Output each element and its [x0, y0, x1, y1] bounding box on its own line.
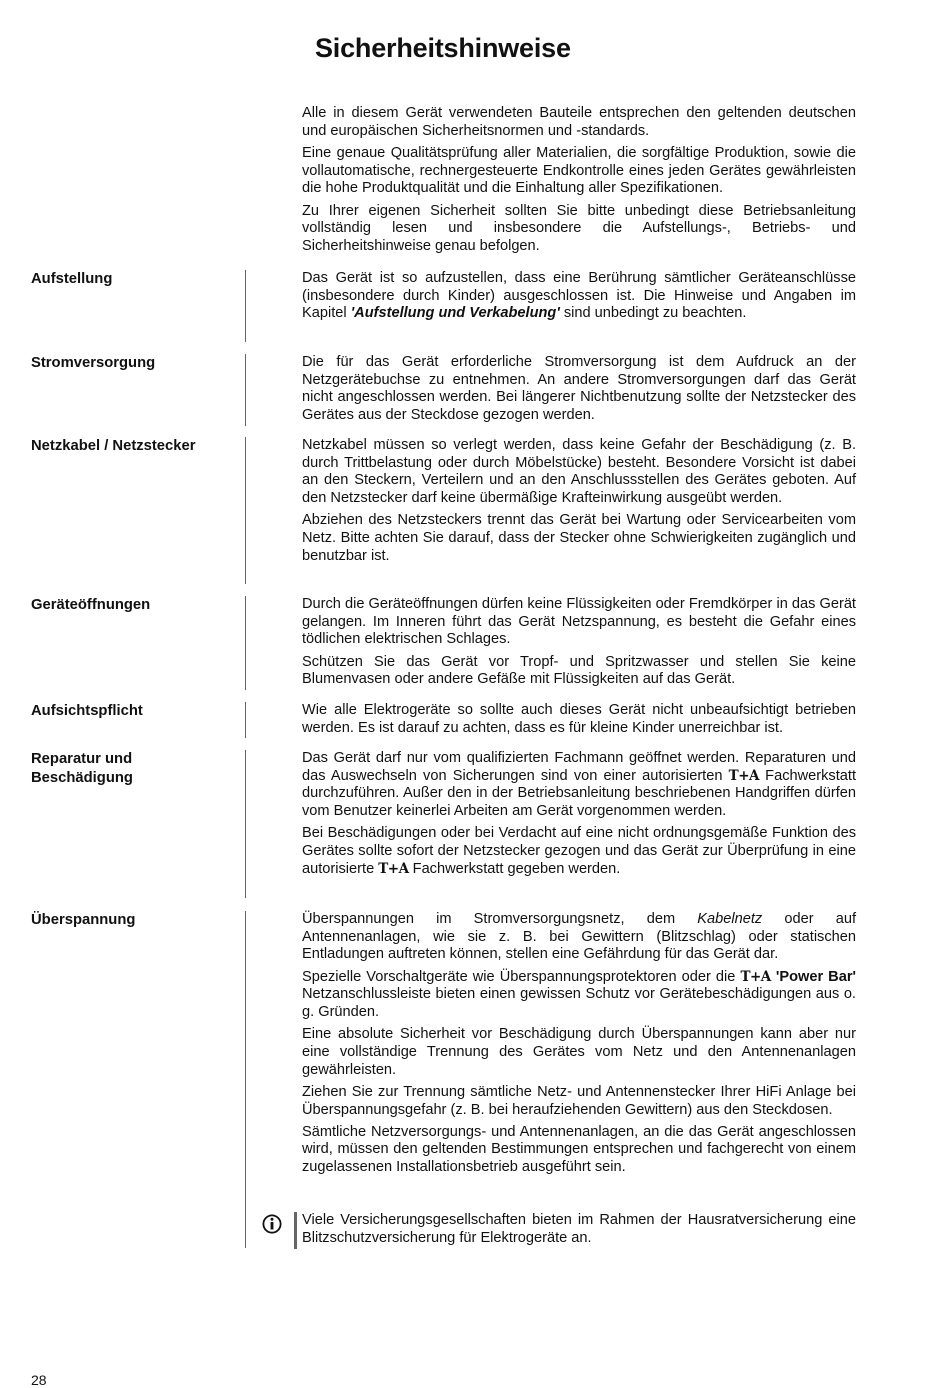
- intro-block: [302, 105, 856, 260]
- product-name: 'Power Bar': [775, 968, 856, 985]
- section-divider: [245, 270, 246, 342]
- paragraph: Viele Versicherungsgesellschaften bieten im Rahmen der Hausratversicherung eine Blitzschutzversicherung für Elektrogeräte an.: [302, 1212, 856, 1246]
- text-run: Netzanschlussleiste bieten einen gewissen Schutz vor Gerätebeschädigungen aus o. g. Gründen.: [302, 986, 856, 1021]
- section-divider: [245, 354, 246, 426]
- brand-logo: T+A: [740, 968, 771, 985]
- section-text-netzkabel: [302, 437, 856, 570]
- text-run: Fachwerkstatt durchzuführen. Außer den in der Betriebsanleitung beschriebenen Handgriffen dürfen vom Benutzer keinerlei Arbeiten am Gerät vorgenommen werden.: [302, 767, 857, 820]
- paragraph: Die für das Gerät erforderliche Stromversorgung ist dem Aufdruck an der Netzgerätebuchse zu entnehmen. An andere Stromversorgungen darf das Gerät nicht angeschlossen werden. Bei längerer Nichtbenutzung sollte der Netzstecker des Gerätes aus der Steckdose gezogen werden.: [302, 354, 856, 424]
- section-text-geraeteoeffnungen: [302, 596, 856, 694]
- text-run: Das Gerät ist so aufzustellen, dass eine Berührung sämtlicher Geräteanschlüsse (insbesondere durch Kinder) ausgeschlossen ist. Die Hinweise und Angaben im Kapitel: [302, 270, 856, 322]
- paragraph: Eine absolute Sicherheit vor Beschädigung durch Überspannungen kann aber nur eine vollständige Trennung des Gerätes vom Netz und den Antennenanlagen gewährleisten.: [302, 1026, 856, 1078]
- section-text-aufsichtspflicht: [302, 702, 856, 742]
- italic-term: Kabelnetz: [697, 911, 763, 927]
- text-run: Das Gerät darf nur vom qualifizierten Fachmann geöffnet werden. Reparaturen und das Auswechseln von Sicherungen sind von einer autorisierten: [302, 750, 856, 784]
- text-run: Überspannungen im Stromversorgungsnetz, dem: [302, 911, 698, 927]
- paragraph: Durch die Geräteöffnungen dürfen keine Flüssigkeiten oder Fremdkörper in das Gerät gelangen. Im Inneren führt das Gerät Netzspannung, es besteht die Gefahr eines tödlichen elektrischen Schlages.: [302, 596, 856, 648]
- section-divider: [245, 911, 246, 1248]
- paragraph: Ziehen Sie zur Trennung sämtliche Netz- und Antennenstecker Ihrer HiFi Anlage bei Überspannungsgefahr (z. B. bei heraufziehenden Gewittern) aus den Steckdosen.: [302, 1083, 856, 1118]
- section-text-ueberspannung: [302, 911, 856, 1181]
- intro-paragraph: Zu Ihrer eigenen Sicherheit sollten Sie bitte unbedingt diese Betriebsanleitung vollständig lesen und insbesondere die Aufstellungs-, Betriebs- und Sicherheitshinweise genau befolgen.: [302, 202, 856, 254]
- label-line: Reparatur und: [31, 751, 133, 767]
- section-label-ueberspannung: Überspannung: [31, 912, 136, 928]
- brand-logo: T+A: [378, 860, 409, 877]
- paragraph: Sämtliche Netzversorgungs- und Antennenanlagen, an die das Gerät angeschlossen wird, müssen den geltenden Bestimmungen entsprechen und fachgerecht von einem zugelassenen Installationsbetrieb ausgeführt sein.: [302, 1123, 856, 1176]
- paragraph: Abziehen des Netzsteckers trennt das Gerät bei Wartung oder Servicearbeiten vom Netz. Bitte achten Sie darauf, dass der Stecker ohne Schwierigkeiten zugänglich und benutzbar ist.: [302, 512, 856, 564]
- text-run: Fachwerkstatt gegeben werden.: [408, 860, 621, 877]
- intro-paragraph: Alle in diesem Gerät verwendeten Bauteile entsprechen den geltenden deutschen und europäischen Sicherheitsnormen und -standards.: [302, 105, 856, 139]
- chapter-reference: 'Aufstellung und Verkabelung': [350, 305, 560, 322]
- text-run: oder auf Antennenanlagen, wie sie z. B. bei Gewittern (Blitzschlag) oder statischen Entladungen auftreten können, stellen eine Gefährdung für das Gerät dar.: [302, 911, 856, 963]
- page-number: 28: [31, 1372, 47, 1388]
- text-run: sind unbedingt zu beachten.: [559, 305, 747, 322]
- text-run: Spezielle Vorschaltgeräte wie Überspannungsprotektoren oder die: [302, 968, 741, 985]
- info-icon: [262, 1214, 282, 1234]
- paragraph: Wie alle Elektrogeräte so sollte auch dieses Gerät nicht unbeaufsichtigt betrieben werden. Es ist darauf zu achten, dass es für kleine Kinder unerreichbar ist.: [302, 702, 856, 736]
- intro-paragraph: Eine genaue Qualitätsprüfung aller Materialien, die sorgfältige Produktion, sowie die vollautomatische, rechnergesteuerte Endkontrolle eines jeden Gerätes gewährleisten die hohe Produktqualität und die Einhaltung aller Spezifikationen.: [302, 144, 856, 197]
- info-bar: [294, 1212, 297, 1249]
- section-label-geraeteoeffnungen: Geräteöffnungen: [31, 597, 151, 613]
- section-text-stromversorgung: [302, 354, 856, 429]
- section-label-aufsichtspflicht: Aufsichtspflicht: [31, 703, 143, 719]
- section-label-netzkabel: Netzkabel / Netzstecker: [31, 438, 196, 454]
- section-divider: [245, 750, 246, 898]
- section-label-reparatur: [31, 750, 133, 788]
- paragraph: Schützen Sie das Gerät vor Tropf- und Spritzwasser und stellen Sie keine Blumenvasen oder andere Gefäße mit Flüssigkeiten auf das Gerät.: [302, 653, 856, 688]
- section-text-reparatur: [302, 750, 856, 883]
- section-label-stromversorgung: Stromversorgung: [31, 355, 156, 371]
- paragraph: Netzkabel müssen so verlegt werden, dass keine Gefahr der Beschädigung (z. B. durch Trittbelastung oder durch Möbelstücke) besteht. Besondere Vorsicht ist dabei an den Steckern, Verteilern und an den Anschlussstellen des Gerätes geboten. Auf den Netzstecker darf keine übermäßige Krafteinwirkung ausgeübt werden.: [302, 437, 856, 507]
- section-divider: [245, 596, 246, 690]
- label-line: Beschädigung: [31, 770, 133, 786]
- text-run: Bei Beschädigungen oder bei Verdacht auf eine nicht ordnungsgemäße Funktion des Gerätes sollte sofort der Netzstecker gezogen und das Gerät zur Überprüfung in eine autorisierte: [302, 825, 856, 877]
- section-text-aufstellung: [302, 270, 856, 328]
- page-title: Sicherheitshinweise: [315, 33, 571, 63]
- section-divider: [245, 702, 246, 738]
- info-note: [302, 1212, 856, 1252]
- brand-logo: T+A: [728, 767, 759, 784]
- section-label-aufstellung: Aufstellung: [31, 271, 113, 287]
- section-divider: [245, 437, 246, 584]
